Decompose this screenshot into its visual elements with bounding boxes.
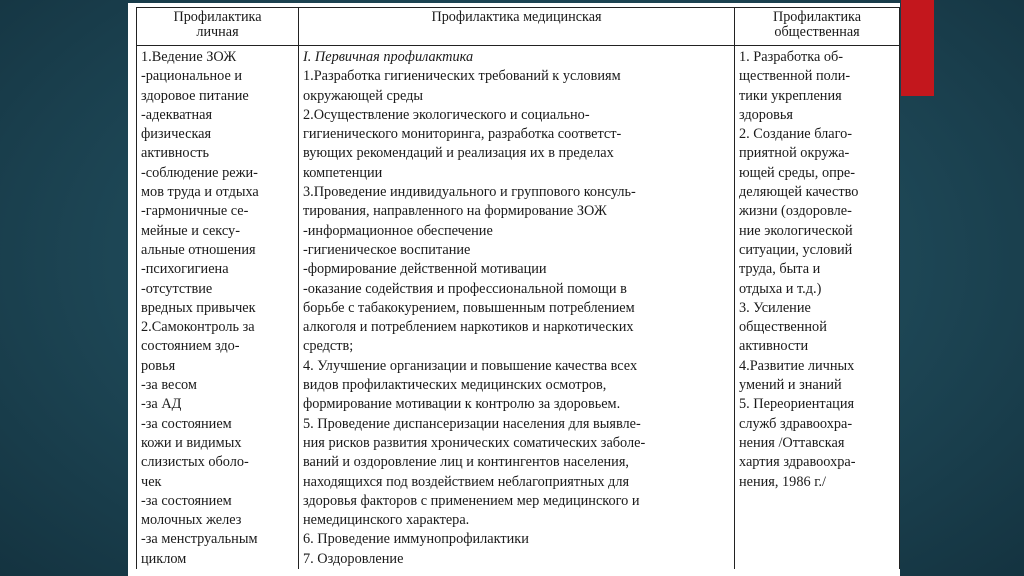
public-prevention-line: умений и знаний (739, 377, 842, 394)
header-medical-line: Профилактика медицинская (431, 9, 602, 25)
medical-prevention-line: вующих рекомендаций и реализация их в пределах (303, 145, 614, 162)
personal-prevention-line: мейные и сексу- (141, 222, 240, 239)
personal-prevention-line: -отсутствие (141, 280, 213, 297)
medical-prevention-line: 4. Улучшение организации и повышение качества всех (303, 357, 638, 374)
medical-prevention-line: окружающей среды (303, 87, 424, 104)
personal-prevention-line: 1.Ведение ЗОЖ (141, 49, 237, 65)
medical-prevention-line: 2.Осуществление экологического и социально- (303, 106, 590, 123)
medical-prevention-cell (299, 46, 735, 570)
header-public-prevention (735, 8, 900, 46)
header-public-line: общественная (774, 24, 860, 40)
public-prevention-line: 4.Развитие личных (739, 357, 855, 374)
public-prevention-line: ющей среды, опре- (739, 164, 855, 181)
medical-prevention-line: немедицинского характера. (303, 512, 470, 529)
medical-prevention-line: ваний и оздоровление лиц и контингентов населения, (303, 454, 629, 471)
public-prevention-line: общественной (739, 319, 827, 336)
table-body-row (137, 46, 900, 570)
personal-prevention-line: -за менструальным (141, 531, 258, 548)
public-prevention-line: жизни (оздоровле- (739, 203, 852, 220)
medical-prevention-line: 3.Проведение индивидуального и группового консуль- (303, 184, 636, 201)
personal-prevention-line: молочных желез (141, 512, 242, 529)
personal-prevention-line: кожи и видимых (141, 434, 242, 451)
public-prevention-line: тики укрепления (739, 87, 842, 104)
medical-prevention-line: 1.Разработка гигиенических требований к условиям (303, 68, 621, 85)
document-sheet (128, 3, 900, 576)
personal-prevention-line: -соблюдение режи- (141, 164, 258, 181)
personal-prevention-line: -за состоянием (141, 415, 232, 432)
personal-prevention-line: -за состоянием (141, 492, 232, 509)
medical-prevention-line: -формирование действенной мотивации (303, 261, 547, 278)
header-public-line: Профилактика (772, 9, 862, 25)
personal-prevention-line: чек (141, 473, 162, 490)
personal-prevention-line: альные отношения (141, 241, 256, 258)
personal-prevention-line: -рациональное и (141, 68, 243, 85)
medical-prevention-line: здоровья факторов с применением мер медицинского и (303, 492, 640, 509)
personal-prevention-line: ровья (141, 357, 176, 374)
header-personal-line: Профилактика (173, 9, 262, 25)
personal-prevention-line: вредных привычек (141, 299, 256, 316)
public-prevention-line: щественной поли- (739, 68, 851, 85)
red-accent-bar (901, 0, 934, 96)
medical-prevention-line: алкоголя и потреблением наркотиков и наркотических (303, 319, 634, 336)
public-prevention-line: ние экологической (739, 222, 853, 239)
personal-prevention-line: -адекватная (141, 106, 213, 123)
public-prevention-line: служб здравоохра- (739, 415, 853, 432)
public-prevention-line: здоровья (739, 106, 793, 123)
medical-prevention-line: видов профилактических медицинских осмотров, (303, 377, 607, 394)
personal-prevention-line: состоянием здо- (141, 338, 240, 355)
public-prevention-line: нения /Оттавская (739, 434, 845, 451)
personal-prevention-cell (137, 46, 299, 570)
prevention-table (136, 7, 900, 569)
personal-prevention-line: мов труда и отдыха (141, 184, 259, 201)
medical-prevention-line: -гигиеническое воспитание (303, 241, 471, 258)
personal-prevention-line: -за весом (141, 377, 197, 394)
medical-prevention-line: 5. Проведение диспансеризации населения для выявле- (303, 415, 641, 432)
personal-prevention-line: слизистых оболо- (141, 454, 249, 471)
personal-prevention-line: -гармоничные се- (141, 203, 249, 220)
medical-prevention-line: тирования, направленного на формирование ЗОЖ (303, 203, 607, 220)
medical-prevention-line: -информационное обеспечение (303, 222, 493, 239)
medical-prevention-line: гигиенического мониторинга, разработка соответст- (303, 126, 622, 143)
public-prevention-line: отдыха и т.д.) (739, 280, 822, 297)
medical-prevention-line: находящихся под воздействием неблагоприятных для (303, 473, 630, 490)
medical-prevention-line: компетенции (303, 164, 383, 181)
personal-prevention-line: 2.Самоконтроль за (141, 319, 255, 336)
public-prevention-line: 2. Создание благо- (739, 126, 853, 143)
public-prevention-line: труда, быта и (739, 261, 821, 278)
header-personal-prevention (137, 8, 299, 46)
public-prevention-cell (735, 46, 900, 570)
medical-prevention-line: 7. Оздоровление (303, 550, 404, 567)
medical-prevention-line: борьбе с табакокурением, повышенным потреблением (303, 299, 635, 316)
medical-prevention-line: формирование мотивации к контролю за здоровьем. (303, 396, 621, 413)
header-medical-prevention (299, 8, 735, 46)
personal-prevention-line: физическая (141, 126, 212, 143)
public-prevention-line: активности (739, 338, 809, 355)
personal-prevention-line: циклом (141, 550, 187, 567)
medical-prevention-line: ния рисков развития хронических соматических заболе- (303, 434, 646, 451)
public-prevention-line: хартия здравоохра- (739, 454, 856, 471)
public-prevention-line: деляющей качество (739, 184, 859, 201)
personal-prevention-line: -психогигиена (141, 261, 229, 278)
medical-section-heading: I. Первичная профилактика (303, 49, 474, 65)
personal-prevention-line: -за АД (141, 396, 182, 413)
public-prevention-line: приятной окружа- (739, 145, 850, 162)
public-prevention-line: 1. Разработка об- (739, 49, 844, 65)
header-personal-line: личная (196, 24, 239, 40)
public-prevention-line: ситуации, условий (739, 241, 853, 258)
public-prevention-line: 3. Усиление (739, 299, 811, 316)
medical-prevention-line: -оказание содействия и профессиональной помощи в (303, 280, 627, 297)
public-prevention-line: нения, 1986 г./ (739, 473, 826, 490)
personal-prevention-line: здоровое питание (141, 87, 249, 104)
medical-prevention-line: средств; (303, 338, 354, 355)
personal-prevention-line: активность (141, 145, 210, 162)
public-prevention-line: 5. Переориентация (739, 396, 855, 413)
table-header-row (137, 8, 900, 46)
medical-prevention-line: 6. Проведение иммунопрофилактики (303, 531, 529, 548)
